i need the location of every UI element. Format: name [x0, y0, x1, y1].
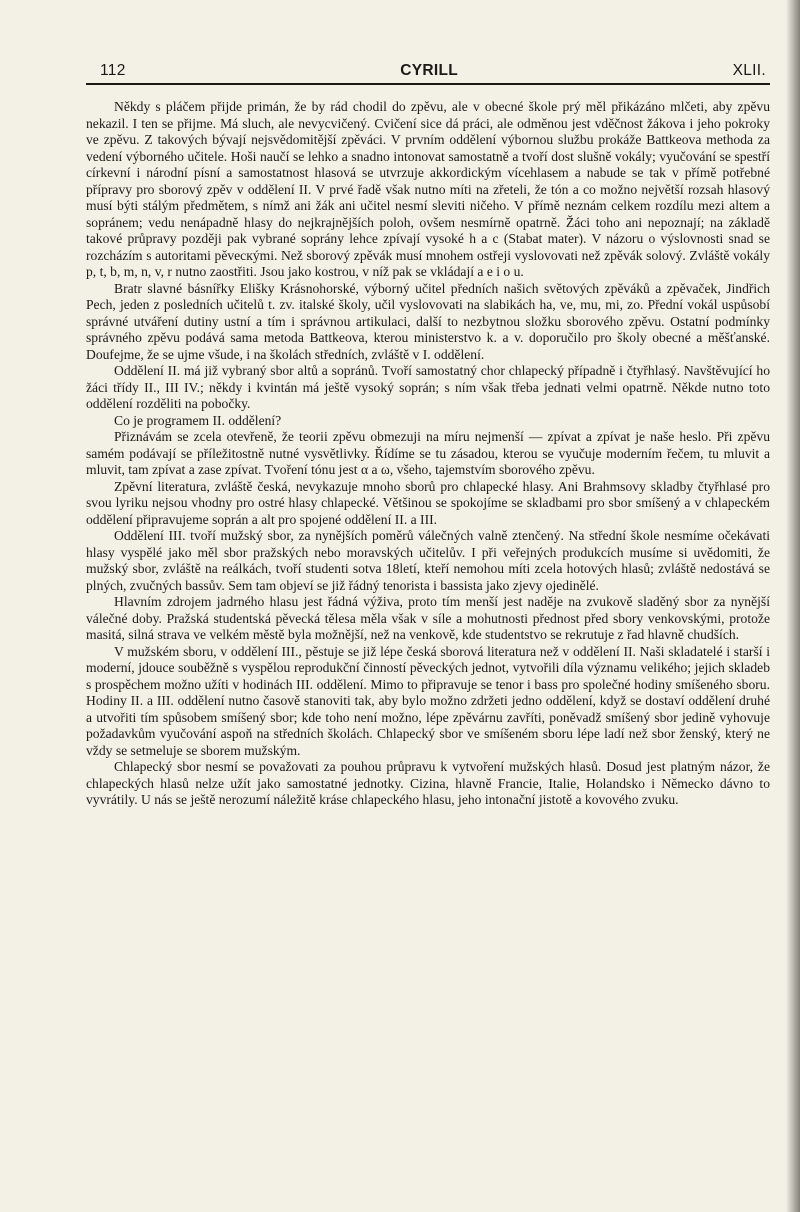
volume-number: XLII. [732, 62, 766, 79]
book-page [86, 62, 770, 809]
running-header [86, 62, 770, 85]
article-body [86, 99, 770, 809]
paragraph: Bratr slavné básnířky Elišky Krásnohorské, výborný učitel předních našich světových zpěváků a zpěvaček, Jindřich Pech, jeden z posledních učitelů t. zv. italské školy, učil vyslovovati na slabikách ha, ve, mu, mi, zo. Přední vokál uspůsobí správné utváření dutiny ustní a tím i správnou artikulaci, další to nezbytnou složku sborového zpěvu. Ostatní podmínky správného zpěvu podává sama metoda Battkeova, kterou ministerstvo k. a v. doporučilo pro školy obecné a měšťanské. Doufejme, že se ujme všude, i na školách středních, zvláště v I. oddělení. [86, 280, 770, 362]
paragraph: Přiznávám se zcela otevřeně, že teorii zpěvu obmezuji na míru nejmenší — zpívat a zpívat je naše heslo. Při zpěvu samém podávají se příležitostně nutné vysvětlivky. Řídíme se tu zásadou, kterou se vyučuje moderním řečem, tu mluvit a mluvit, tam zpívat a zase zpívat. Tvoření tónu jest α a ω, všeho, tajemstvím sborového zpěvu. [86, 429, 770, 477]
paragraph: Zpěvní literatura, zvláště česká, nevykazuje mnoho sborů pro chlapecké hlasy. Ani Brahmsovy skladby čtyřhlasé pro svou lyriku nejsou vhodny pro ostré hlasy chlapecké. Většinou se spokojíme se skladbami pro sbor smíšený a v chlapeckém oddělení připravujeme soprán a alt pro spojené oddělení II. a III. [86, 478, 770, 527]
paragraph: Oddělení III. tvoří mužský sbor, za nynějších poměrů válečných valně ztenčený. Na střední škole nesmíme očekávati hlasy vyspělé jako měl sbor pražských nebo moravských učitelův. I při veřejných produkcích musíme si uvědomiti, že mužský sbor, zvláště na reálkách, tvoří studenti sotva 18letí, kteří nemohou míti zcela hotových hlasů; zvláště nedostává se plných, zvučných bassův. Sem tam objeví se již řádný tenorista i bassista jako zjevy ojedinělé. [86, 528, 770, 593]
paragraph: Někdy s pláčem přijde primán, že by rád chodil do zpěvu, ale v obecné škole prý měl přikázáno mlčeti, aby zpěvu nekazil. I ten se přijme. Má sluch, ale nevycvičený. Cvičení sice dá práci, ale odměnou jest vděčnost žákova i jeho pokroky ve zpěvu. Z takových bývají nejsvědomitější zpěváci. V prvním oddělení výbornou službu prokáže Battkeova methoda za vedení výborného učitele. Hoši naučí se lehko a snadno intonovat samostatně a tvoří dost slušně vokály; vyučování se spestří církevní i národní písní a samostatnost hlasová se utvrzuje akkordickým vícehlasem a nabude se tak v přímě potřebné přípravy pro sborový zpěv v oddělení II. V prvé řadě však nutno míti na zřeteli, že tón a co možno největší rozsah hlasový musí býti stálým předmětem, s nímž ani žák ani učitel nesmí sleviti ničeho. V přímě neznám celkem rozdílu mezi altem a sopránem; vedu nenápadně hlasy do nejkrajnějších poloh, ovšem nesmírně opatrně. Žáci toho ani nepoznají; na základě takové průpravy později pak vybrané soprány lehce zpívají vysoké h a c (Stabat mater). V názoru o výslovnosti snad se rozcházím s autoritami pěvecкými. Než sborový zpěvák musí mnohem ostřeji vyslovovati než zpěvák solový. Zvláště vokály p, t, b, m, n, v, r nutno zaostřiti. Jsou jako kostrou, v níž pak se vkládají a e i o u. [86, 99, 770, 279]
journal-title: CYRILL [400, 62, 458, 79]
page-number: 112 [100, 62, 126, 79]
paragraph: Chlapecký sbor nesmí se považovati za pouhou průpravu k vytvoření mužských hlasů. Dosud jest platným názor, že chlapeckých hlasů nelze užít jako samostatné jednotky. Cizina, hlavně Francie, Italie, Holandsko i Německo dávno to vyvrátily. U nás se ještě nerozumí náležitě kráse chlapeckého hlasu, jeho intonační jistotě a kovového zvuku. [86, 759, 770, 807]
paragraph: Co je programem II. oddělení? [114, 412, 282, 428]
paragraph: Oddělení II. má již vybraný sbor altů a sopránů. Tvoří samostatný chor chlapecký případně i čtyřhlasý. Navštěvující ho žáci třídy II., III IV.; někdy i kvintán má ještě vysoký soprán; s ním však třeba jednati velmi opatrně. Někde nutno toto oddělení rozděliti na pobočky. [86, 363, 770, 411]
paragraph: V mužském sboru, v oddělení III., pěstuje se již lépe česká sborová literatura než v oddělení II. Naši skladatelé i starší i moderní, jdouce souběžně s vyspělou reprodukční činností pěveckých jednot, vytvořili díla významu velikého; jejich skladeb s prospěchem možno užíti v hodinách III. oddělení. Mimo to připravuje se tenor i bass pro společné hodiny smíšeného sboru. Hodiny II. a III. oddělení nutno časově stanoviti tak, aby bylo možno zdržeti jedno oddělení, když se dostaví oddělení druhé a utvořiti tím spůsobem smíšený sbor; kde toho není možno, lépe zpěvárnu zavříti, poněvadž smíšený sbor jedině vyhovuje požadavkům vyučování aspoň na středních školách. Chlapecký sbor ve smíšeném sboru lépe ladí než sbor ženský, který ne vždy se setmeluje se sborem mužským. [86, 643, 770, 758]
page-edge-shadow [786, 0, 800, 1212]
paragraph: Hlavním zdrojem jadrného hlasu jest řádná výživa, proto tím menší jest naděje na zvukově sladěný sbor za nynější válečné doby. Pražská studentská pěvecká tělesa měla však v síle a mohutnosti přednost před sbory venkovskými, protože masitá, silná strava ve velkém městě byla možnější, než na venkově, kde studentstvo se rekrutuje z řad hlavně chudších. [86, 594, 770, 642]
